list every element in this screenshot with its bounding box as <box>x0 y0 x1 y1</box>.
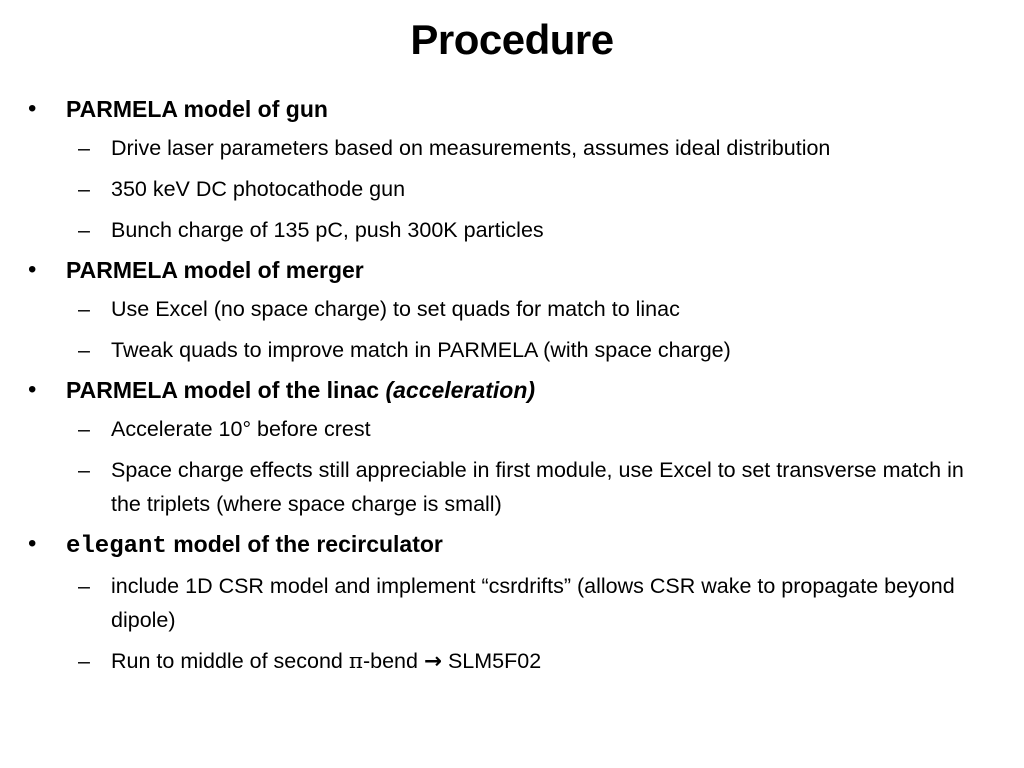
sub-item <box>0 172 1024 206</box>
bullet-list <box>0 88 1024 679</box>
dash-marker: – <box>78 338 90 362</box>
sub-item <box>0 131 1024 165</box>
bullet-marker: • <box>28 256 37 283</box>
dash-marker: – <box>78 218 90 242</box>
bullet-label: PARMELA model of gun <box>66 96 328 122</box>
sub-item-text: Bunch charge of 135 pC, push 300K particles <box>111 218 544 242</box>
dash-marker: – <box>78 417 90 441</box>
dash-marker: – <box>78 177 90 201</box>
sub-item <box>0 292 1024 326</box>
sub-list-linac <box>0 412 1024 521</box>
sub-item-text: Accelerate 10° before crest <box>111 417 371 441</box>
bullet-label: PARMELA model of the linac <box>66 377 386 403</box>
sub-item-text: Drive laser parameters based on measurements, assumes ideal distribution <box>111 136 831 160</box>
dash-marker: – <box>78 297 90 321</box>
sub-item <box>0 333 1024 367</box>
bullet-label: PARMELA model of merger <box>66 257 364 283</box>
sub-item-text: include 1D CSR model and implement “csrdrifts” (allows CSR wake to propagate beyond dipole) <box>111 574 955 632</box>
arrow-right-icon: → <box>423 649 442 674</box>
bullet-linac <box>0 375 1024 405</box>
bullet-marker: • <box>28 95 37 122</box>
dash-marker: – <box>78 649 90 673</box>
sub-item-text-after: SLM5F02 <box>441 649 542 673</box>
bullet-label-code: elegant <box>66 533 167 560</box>
sub-item-text: Tweak quads to improve match in PARMELA (with space charge) <box>111 338 731 362</box>
bullet-marker: • <box>28 376 37 403</box>
bullet-merger <box>0 255 1024 285</box>
sub-item <box>0 644 1024 679</box>
dash-marker: – <box>78 136 90 160</box>
bullet-label-emphasis: (acceleration) <box>385 377 536 403</box>
sub-item-text: Use Excel (no space charge) to set quads for match to linac <box>111 297 680 321</box>
dash-marker: – <box>78 574 90 598</box>
bullet-label: model of the recirculator <box>166 531 443 557</box>
pi-symbol: π <box>348 649 363 674</box>
sub-item-text-before: Run to middle of second <box>111 649 349 673</box>
sub-list-recirculator <box>0 569 1024 679</box>
sub-item <box>0 412 1024 446</box>
sub-item <box>0 569 1024 637</box>
sub-item-text: 350 keV DC photocathode gun <box>111 177 406 201</box>
sub-item-text-composite <box>111 644 994 679</box>
bullet-recirculator <box>0 529 1024 562</box>
sub-item-text: Space charge effects still appreciable in first module, use Excel to set transverse match in the triplets (where space charge is small) <box>111 458 964 516</box>
sub-item <box>0 453 1024 521</box>
bullet-gun <box>0 94 1024 124</box>
dash-marker: – <box>78 458 90 482</box>
bullet-marker: • <box>28 530 37 557</box>
sub-item <box>0 213 1024 247</box>
sub-list-gun <box>0 131 1024 247</box>
sub-item-text-middle: -bend <box>362 649 424 673</box>
sub-list-merger <box>0 292 1024 367</box>
slide-title: Procedure <box>410 16 614 63</box>
